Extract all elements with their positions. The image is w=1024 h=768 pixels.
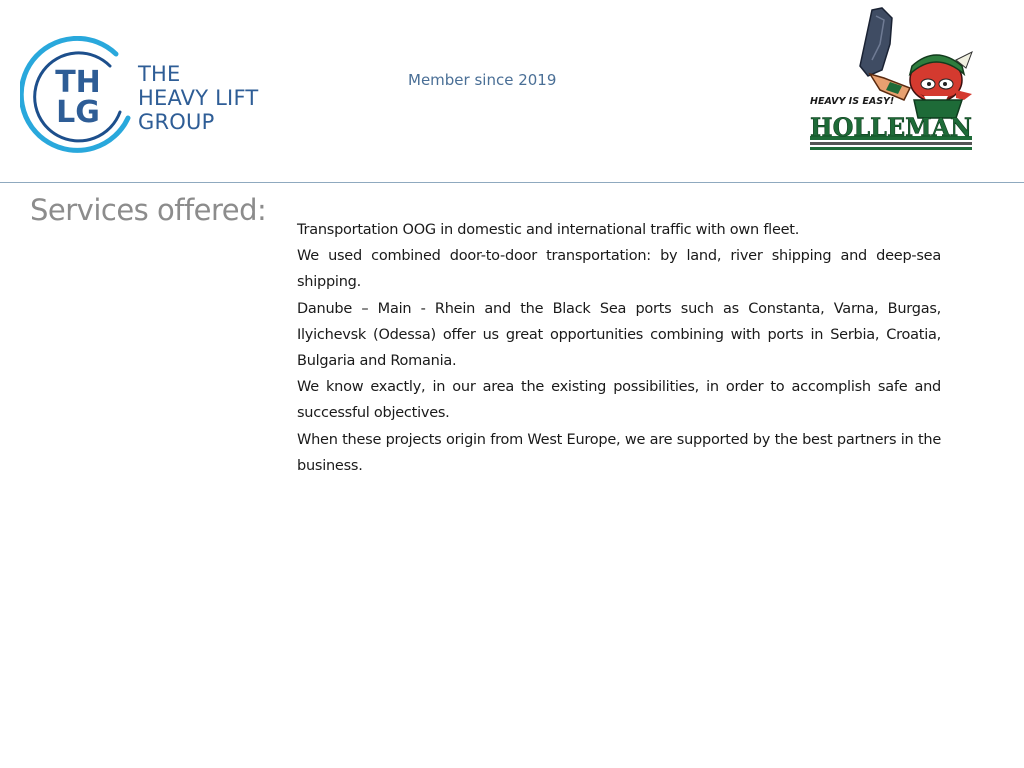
- services-paragraph: When these projects origin from West Europe, we are supported by the best partners in the business.: [297, 431, 941, 474]
- section-heading: Services offered:: [30, 193, 267, 227]
- services-paragraph: We know exactly, in our area the existing possibilities, in order to accomplish safe and successful objectives.: [297, 379, 941, 422]
- thlg-wordmark-line2: HEAVY LIFT: [138, 86, 259, 110]
- thlg-ring-icon: [20, 36, 140, 156]
- header-divider: [0, 182, 1024, 183]
- holleman-logo: [806, 4, 978, 156]
- thlg-monogram-bottom: LG: [56, 95, 100, 130]
- services-body: [297, 217, 941, 479]
- member-since-label: Member since 2019: [408, 71, 557, 89]
- holleman-brand: HOLLEMAN: [810, 113, 972, 142]
- thlg-wordmark-line1: THE: [138, 62, 181, 86]
- services-paragraph: We used combined door-to-door transportation: by land, river shipping and deep-sea shipping.: [297, 248, 941, 291]
- holleman-tagline: HEAVY IS EASY!: [810, 96, 895, 107]
- thlg-wordmark: [138, 62, 258, 134]
- thlg-wordmark-line3: GROUP: [138, 110, 215, 134]
- services-paragraph: Transportation OOG in domestic and international traffic with own fleet.: [297, 222, 800, 238]
- services-paragraph: Danube – Main - Rhein and the Black Sea ports such as Constanta, Varna, Burgas, Ilyichevsk (Odessa) offer us great opportunities combining with ports in Serbia, Croatia, Bulgaria and Romania.: [297, 300, 941, 370]
- thlg-monogram-top: TH: [55, 65, 101, 100]
